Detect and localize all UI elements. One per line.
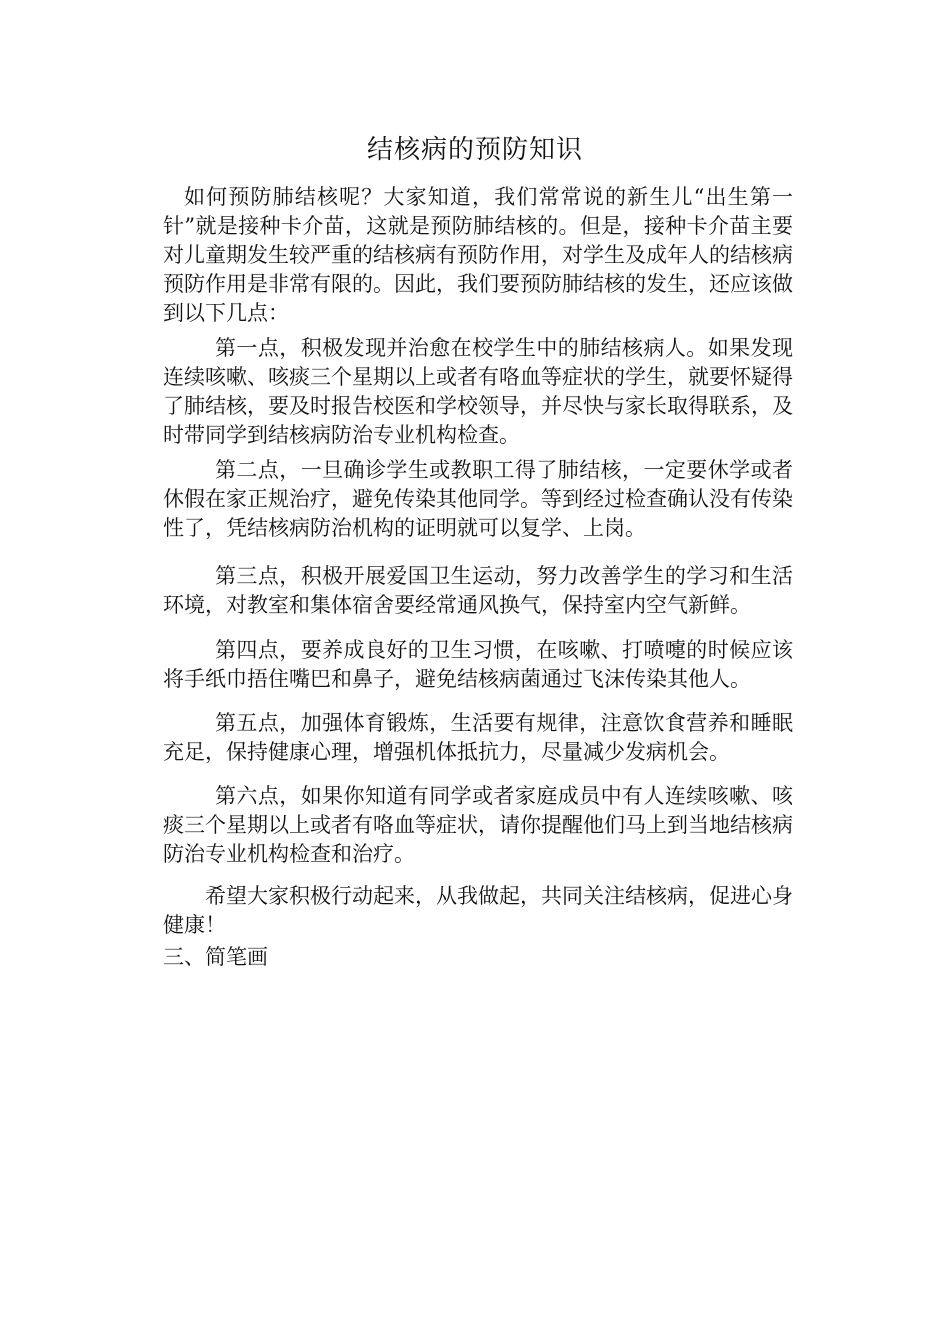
point-1-paragraph: 第一点，积极发现并治愈在校学生中的肺结核病人。如果发现连续咳嗽、咳痰三个星期以上或者有咯血等症状的学生，就要怀疑得了肺结核，要及时报告校医和学校领导，并尽快与家长取得联系，及时带同学到结核病防治专业机构检查。 [163,336,793,447]
point-2-paragraph: 第二点，一旦确诊学生或教职工得了肺结核，一定要休学或者休假在家正规治疗，避免传染其他同学。等到经过检查确认没有传染性了，凭结核病防治机构的证明就可以复学、上岗。 [163,458,793,540]
point-3-paragraph: 第三点，积极开展爱国卫生运动，努力改善学生的学习和生活环境，对教室和集体宿舍要经常通风换气，保持室内空气新鲜。 [163,564,793,617]
closing-paragraph: 希望大家积极行动起来，从我做起，共同关注结核病，促进心身健康！ [163,884,793,937]
section-heading: 三、简笔画 [163,945,268,969]
document-title: 结核病的预防知识 [366,135,583,165]
point-4-paragraph: 第四点，要养成良好的卫生习惯，在咳嗽、打喷嚏的时候应该将手纸巾捂住嘴巴和鼻子，避免结核病菌通过飞沫传染其他人。 [163,638,793,691]
point-5-paragraph: 第五点，加强体育锻炼，生活要有规律，注意饮食营养和睡眠充足，保持健康心理，增强机体抵抗力，尽量减少发病机会。 [163,711,793,764]
intro-paragraph: 如何预防肺结核呢？大家知道，我们常常说的新生儿“出生第一针”就是接种卡介苗，这就是预防肺结核的。但是，接种卡介苗主要对儿童期发生较严重的结核病有预防作用，对学生及成年人的结核病预防作用是非常有限的。因此，我们要预防肺结核的发生，还应该做到以下几点： [163,185,793,325]
point-6-paragraph: 第六点，如果你知道有同学或者家庭成员中有人连续咳嗽、咳痰三个星期以上或者有咯血等症状，请你提醒他们马上到当地结核病防治专业机构检查和治疗。 [163,784,793,866]
